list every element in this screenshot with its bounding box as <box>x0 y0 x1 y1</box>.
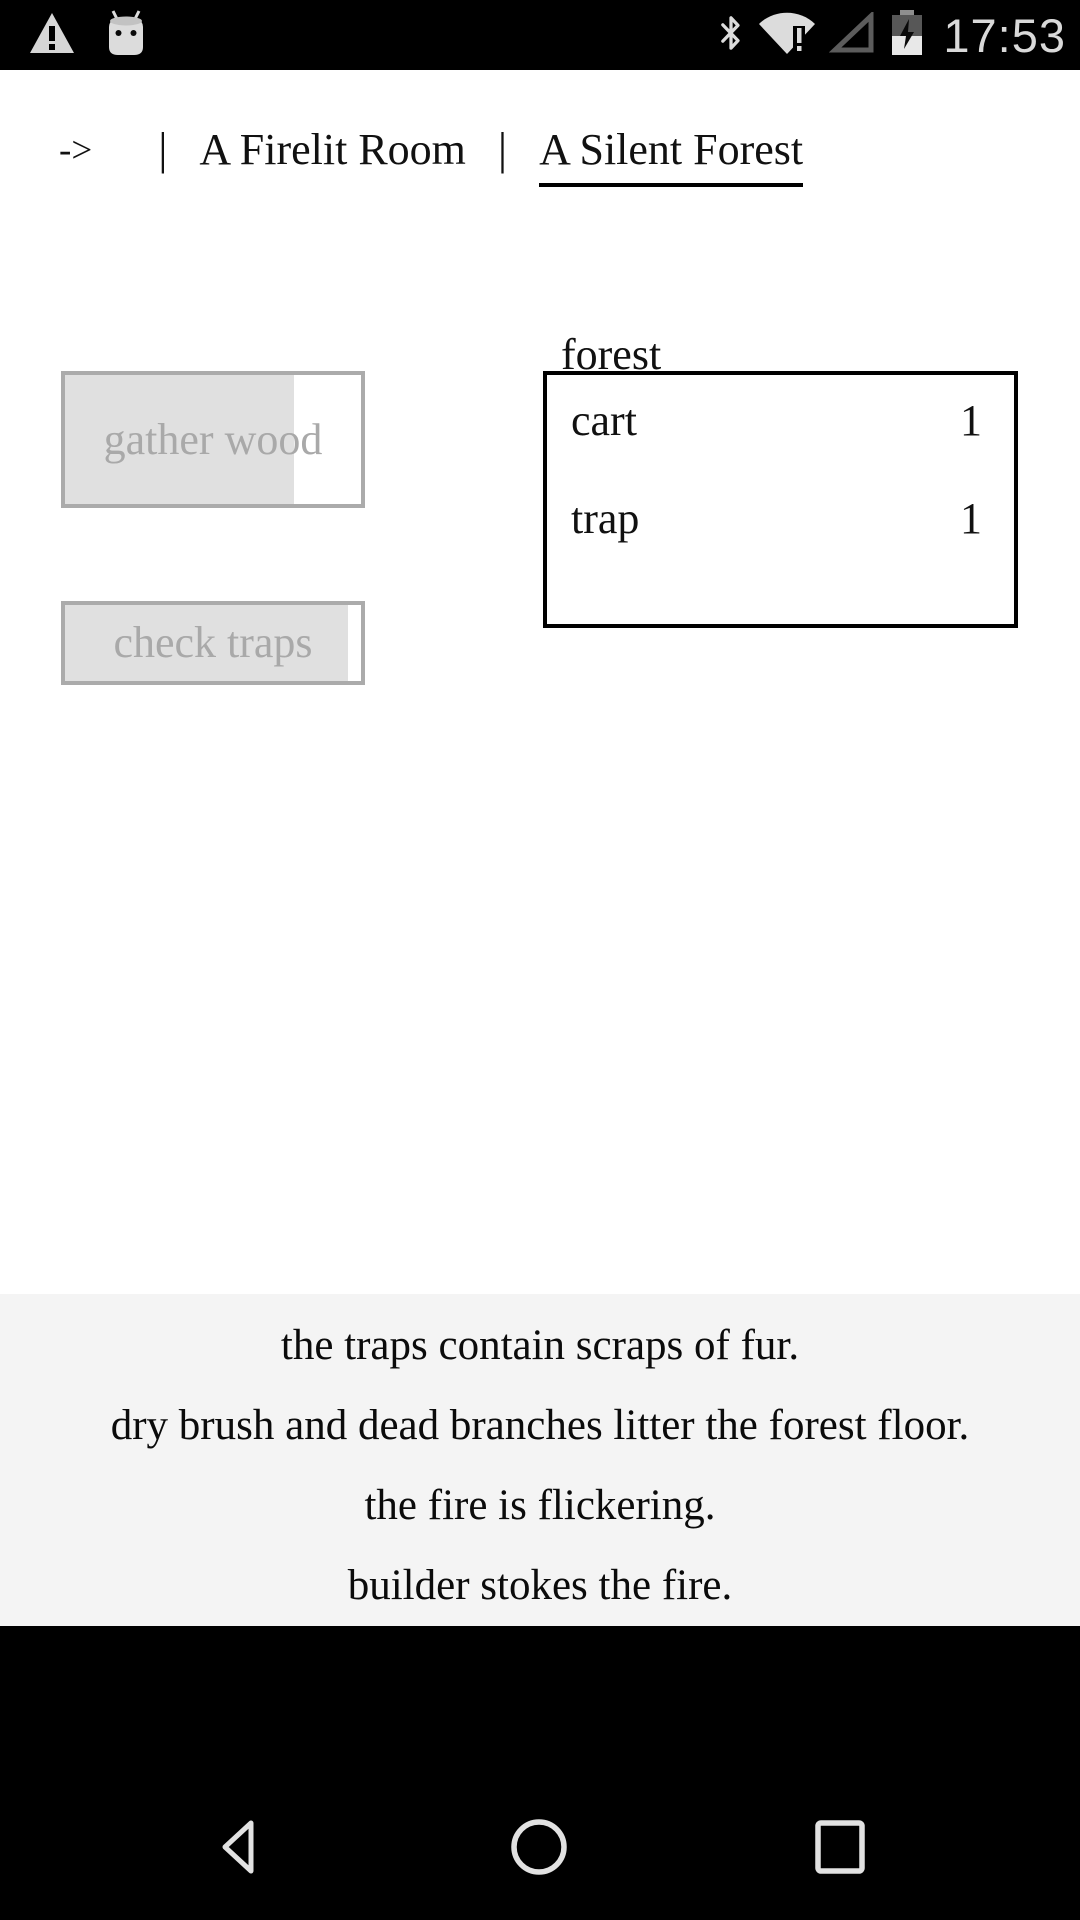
back-icon <box>211 1817 269 1882</box>
tab-silent-forest[interactable]: A Silent Forest <box>539 124 803 187</box>
android-nav-bar <box>0 1626 1080 1920</box>
recents-button[interactable] <box>809 1818 871 1880</box>
tab-firelit-room[interactable]: A Firelit Room <box>199 125 466 174</box>
back-button[interactable] <box>209 1818 271 1880</box>
status-bar-left <box>28 0 148 70</box>
tab-separator: | <box>158 123 168 174</box>
message-log <box>0 1294 1080 1626</box>
log-message: the traps contain scraps of fur. <box>280 1322 800 1369</box>
game-area <box>0 70 1080 1294</box>
log-message: builder stokes the fire. <box>347 1562 733 1609</box>
menu-arrow: -> <box>59 130 93 171</box>
store-row-cart <box>571 395 982 446</box>
forest-rows <box>547 375 1014 544</box>
android-icon <box>104 9 148 62</box>
bluetooth-icon <box>717 14 745 57</box>
log-message: dry brush and dead branches litter the forest floor. <box>110 1402 970 1449</box>
store-name: trap <box>571 494 640 543</box>
gather-wood-label: gather wood <box>103 414 323 464</box>
forest-stores-panel <box>543 330 1018 628</box>
store-count: 1 <box>960 396 982 445</box>
store-count: 1 <box>960 494 982 543</box>
warning-icon <box>28 11 76 60</box>
check-traps-button[interactable] <box>61 601 365 685</box>
wifi-alert-icon <box>757 12 817 59</box>
battery-charging-icon <box>887 9 927 62</box>
status-clock: 17:53 <box>943 8 1066 62</box>
home-button[interactable] <box>508 1818 570 1880</box>
status-bar <box>0 0 1080 70</box>
check-traps-label: check traps <box>113 618 313 668</box>
status-bar-right <box>717 0 1072 70</box>
home-icon <box>509 1817 569 1882</box>
gather-wood-button[interactable] <box>61 371 365 508</box>
tab-separator: | <box>497 123 508 174</box>
store-name: cart <box>571 396 637 445</box>
recents-icon <box>812 1817 868 1882</box>
log-message: the fire is flickering. <box>364 1482 716 1529</box>
store-row-trap <box>571 493 982 544</box>
forest-panel-title: forest <box>561 330 662 379</box>
location-tabs <box>59 122 803 187</box>
signal-empty-icon <box>829 12 875 59</box>
